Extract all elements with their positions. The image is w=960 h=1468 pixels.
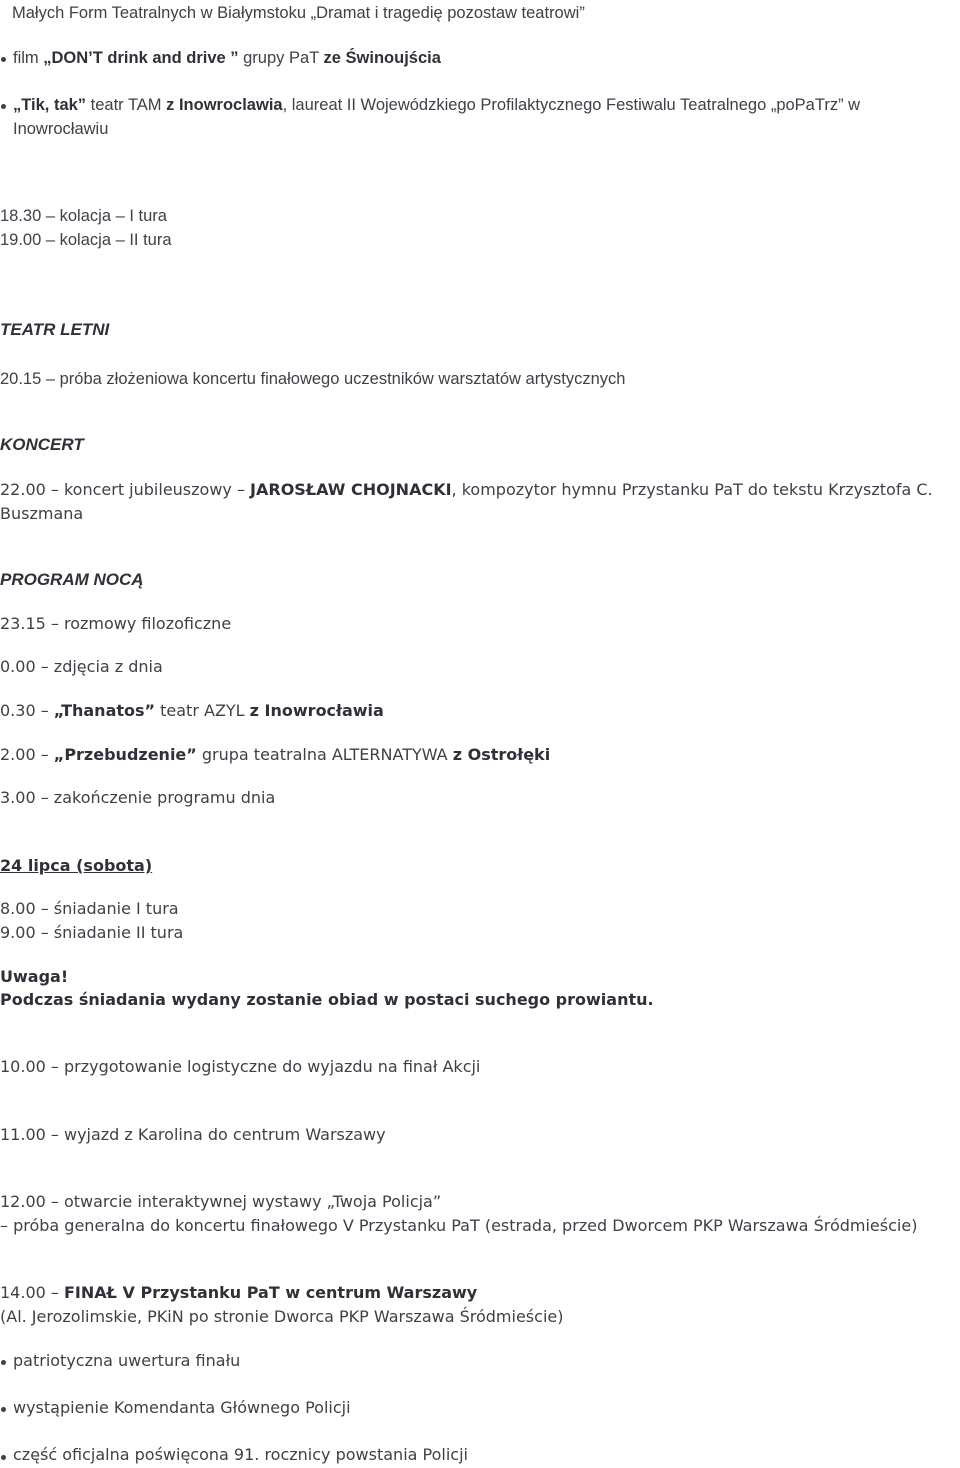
schedule-item-cont: – próba generalna do koncertu finałowego V Przystanku PaT (estrada, przed Dworcem PKP Warszawa Śródmieście) bbox=[0, 1216, 918, 1235]
list-item: część oficjalna poświęcona 91. rocznicy powstania Policji bbox=[13, 1445, 468, 1464]
bullet-tiktak-cont: Inowrocławiu bbox=[13, 120, 109, 138]
bullet-dot bbox=[1, 1455, 6, 1460]
schedule-item: 11.00 – wyjazd z Karolina do centrum Warszawy bbox=[0, 1125, 386, 1144]
list-item: wystąpienie Komendanta Głównego Policji bbox=[13, 1398, 351, 1417]
section-koncert: KONCERT bbox=[0, 435, 84, 454]
kolacja-2: 19.00 – kolacja – II tura bbox=[0, 231, 172, 249]
kolacja-1: 18.30 – kolacja – I tura bbox=[0, 207, 167, 225]
sniadanie-2: 9.00 – śniadanie II tura bbox=[0, 923, 184, 942]
intro-line: Małych Form Teatralnych w Białymstoku „Dramat i tragedię pozostaw teatrowi” bbox=[12, 4, 585, 22]
final-location: (Al. Jerozolimskie, PKiN po stronie Dworca PKP Warszawa Śródmieście) bbox=[0, 1307, 564, 1326]
final-line: 14.00 – FINAŁ V Przystanku PaT w centrum Warszawy bbox=[0, 1283, 478, 1302]
bullet-film: film „DON’T drink and drive ” grupy PaT ze Świnoujścia bbox=[13, 49, 441, 67]
list-item: patriotyczna uwertura finału bbox=[13, 1351, 241, 1370]
bullet-dot bbox=[1, 1407, 6, 1412]
schedule-item: 12.00 – otwarcie interaktywnej wystawy „Twoja Policja” bbox=[0, 1192, 442, 1211]
uwaga-label: Uwaga! bbox=[0, 967, 69, 986]
noc-item: 0.30 – „Thanatos” teatr AZYL z Inowrocławia bbox=[0, 701, 384, 720]
bullet-dot bbox=[1, 57, 6, 62]
bullet-dot bbox=[1, 104, 6, 109]
sniadanie-1: 8.00 – śniadanie I tura bbox=[0, 899, 179, 918]
koncert-line-cont: Buszmana bbox=[0, 504, 84, 523]
section-teatr-letni: TEATR LETNI bbox=[0, 320, 110, 339]
noc-item: 0.00 – zdjęcia z dnia bbox=[0, 657, 163, 676]
noc-item: 2.00 – „Przebudzenie” grupa teatralna ALTERNATYWA z Ostrołęki bbox=[0, 745, 551, 764]
proba-line: 20.15 – próba złożeniowa koncertu finałowego uczestników warsztatów artystycznych bbox=[0, 370, 626, 388]
section-program-noca: PROGRAM NOCĄ bbox=[0, 570, 144, 589]
bullet-dot bbox=[1, 1360, 6, 1365]
bullet-tiktak: „Tik, tak” teatr TAM z Inowroclawia, laureat II Wojewódzkiego Profilaktycznego Festiwalu Teatralnego „poPaTrz” w bbox=[13, 96, 861, 114]
day-heading: 24 lipca (sobota) bbox=[0, 856, 153, 875]
uwaga-text: Podczas śniadania wydany zostanie obiad w postaci suchego prowiantu. bbox=[0, 990, 654, 1009]
noc-item: 3.00 – zakończenie programu dnia bbox=[0, 788, 276, 807]
noc-item: 23.15 – rozmowy filozoficzne bbox=[0, 614, 232, 633]
koncert-line: 22.00 – koncert jubileuszowy – JAROSŁAW CHOJNACKI, kompozytor hymnu Przystanku PaT do tekstu Krzysztofa C. bbox=[0, 480, 933, 499]
schedule-item: 10.00 – przygotowanie logistyczne do wyjazdu na finał Akcji bbox=[0, 1057, 481, 1076]
